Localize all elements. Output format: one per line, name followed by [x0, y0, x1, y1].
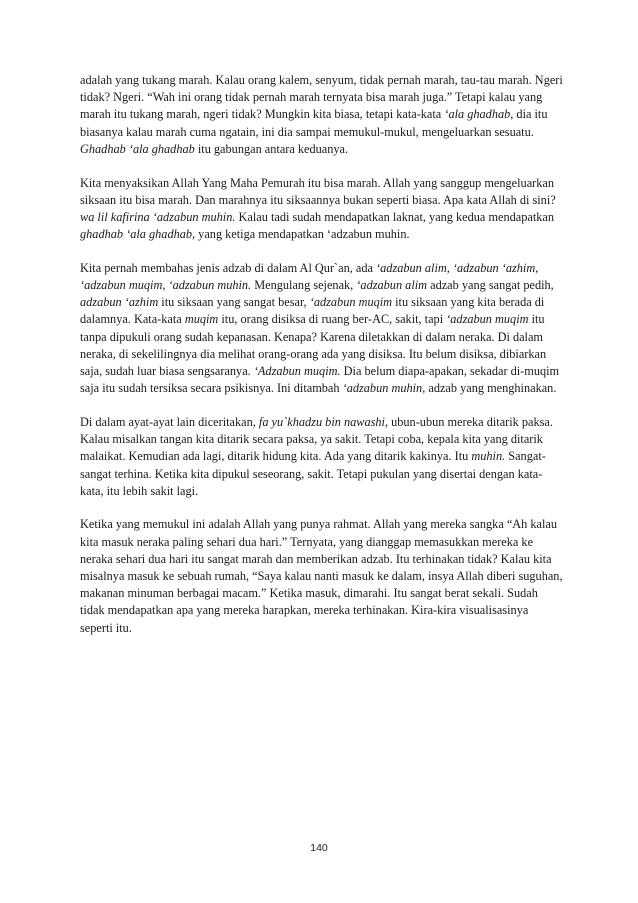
- italic-term: ‘adzabun alim, ‘adzabun ‘azhim, ‘adzabun muqim, ‘adzabun muhin.: [80, 260, 539, 293]
- italic-term: , fa yu`khadzu bin nawashi,: [252, 414, 389, 429]
- text-run: Ketika yang memukul ini adalah Allah yang punya rahmat. Allah yang mereka sangka “Ah kalau kita masuk neraka paling sehari dua hari.” Ternyata, yang dianggap memasukkan mereka ke neraka sehari dua hari itu sangat marah dan memberikan adzab. Itu terhinakan tidak? Kalau kita misalnya masuk ke sebuah rumah, “Saya kalau nanti masuk ke dalam, insya Allah diberi suguhan, makanan minuman berbagai macam.” Ketika masuk, dimarahi. Itu sangat berat sekali. Sudah tidak mendapatkan apa yang mereka harapkan, mereka terhinakan. Kira-kira visualisasinya seperti itu.: [80, 517, 563, 635]
- italic-term: ‘adzabun muhin,: [342, 381, 426, 396]
- italic-term: muhin.: [471, 449, 506, 464]
- text-run: Kita pernah membahas jenis adzab di dalam Al Qur`an, ada: [80, 260, 377, 275]
- text-run: Sangat-sangat terhina. Ketika kita dipukul seseorang, sakit. Tetapi pukulan yang disertai dengan kata-kata, itu lebih sakit lagi.: [80, 449, 546, 498]
- text-run: adzab yang sangat pedih,: [427, 278, 554, 293]
- text-run: ubun-ubun mereka ditarik paksa. Kalau misalkan tangan kita ditarik secara paksa, ya sakit. Tetapi coba, kepala kita yang ditarik malaikat. Kemudian ada lagi, ditarik hidung kita. Ada yang ditarik kakinya. Itu: [80, 414, 553, 464]
- text-run: adalah yang tukang marah. Kalau orang kalem, senyum, tidak pernah marah, tau-tau marah. Ngeri tidak? Ngeri. “Wah ini orang tidak pernah marah ternyata bisa marah juga.” Tetapi kalau yang marah itu tukang marah, ngeri tidak? Mungkin kita biasa, tetapi kata-kata: [80, 73, 563, 122]
- italic-term: ‘adzabun muqim: [309, 295, 393, 310]
- text-run: itu tanpa dipukuli orang sudah kepanasan. Kenapa? Karena diletakkan di dalam neraka. Di dalam neraka, di sekelilingnya dia melihat orang-orang ada yang disiksa. Itu belum disiksa, dibiarkan saja, sudah luar biasa sengsaranya.: [80, 312, 547, 379]
- paragraph: [80, 260, 564, 398]
- italic-term: ‘Adzabun muqim.: [253, 364, 341, 379]
- paragraph: [80, 72, 564, 158]
- text-run: itu gabungan antara keduanya.: [194, 141, 349, 156]
- text-run: dia itu biasanya kalau marah cuma ngatain, ini dia sampai memukul-mukul, mengeluarkan sesuatu.: [80, 107, 548, 139]
- text-run: Di dalam ayat-ayat lain diceritakan: [80, 414, 253, 429]
- text-run: itu siksaan yang kita berada di dalamnya. Kata-kata: [80, 295, 545, 327]
- italic-term: ‘ala ghadhab,: [444, 107, 514, 122]
- text-run: Kalau tadi sudah mendapatkan laknat, yang kedua mendapatkan: [235, 209, 555, 224]
- italic-term: adzabun ‘azhim: [80, 295, 159, 310]
- text-run: Kita menyaksikan Allah Yang Maha Pemurah itu bisa marah. Allah yang sanggup mengeluarkan siksaan itu bisa marah. Dan marahnya itu siksaannya bukan seperti biasa. Apa kata Allah di sini?: [80, 175, 556, 207]
- text-run: Mengulang sejenak,: [251, 278, 357, 293]
- text-run: itu siksaan yang sangat besar,: [158, 295, 310, 310]
- text-run: itu, orang disiksa di ruang ber-AC, sakit, tapi: [218, 312, 447, 327]
- italic-term: ‘adzabun alim: [356, 278, 428, 293]
- text-run: yang ketiga mendapatkan ‘adzabun muhin.: [195, 227, 410, 242]
- italic-term: Ghadhab ‘ala ghadhab: [80, 141, 195, 156]
- italic-term: ‘adzabun muqim: [446, 312, 529, 327]
- paragraph: [80, 414, 564, 500]
- paragraph: [80, 516, 564, 636]
- page-number: 140: [310, 842, 328, 854]
- text-run: Dia belum diapa-apakan, sekadar di-muqim saja itu sudah tersiksa secara psikisnya. Ini ditambah: [80, 364, 560, 396]
- page-body: [80, 72, 564, 653]
- italic-term: wa lil kafirina ‘adzabun muhin.: [80, 209, 236, 224]
- italic-term: ghadhab ‘ala ghadhab,: [80, 227, 196, 242]
- text-run: adzab yang menghinakan.: [425, 381, 557, 396]
- paragraph: [80, 175, 564, 244]
- italic-term: muqim: [184, 312, 219, 327]
